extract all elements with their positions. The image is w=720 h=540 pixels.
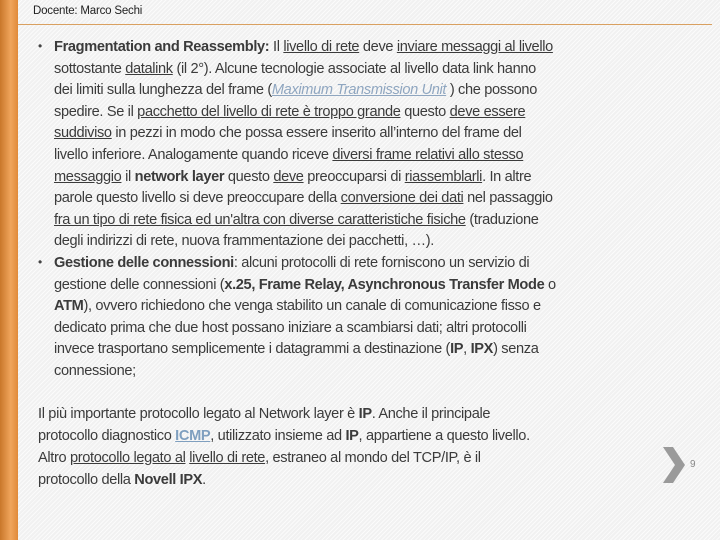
- page-number: 9: [690, 459, 696, 470]
- bullet-text-line: [54, 81, 537, 99]
- underlined-text: inviare messaggi al livello: [396, 39, 553, 55]
- underlined-text: fra un tipo di rete fisica ed un'altra con diverse caratteristiche fisiche: [54, 211, 466, 228]
- text-segment: Altro: [38, 450, 70, 466]
- side-accent-bar: [0, 0, 18, 540]
- text-segment: invece trasportano semplicemente i datagrammi a destinazione (: [54, 341, 451, 358]
- text-segment: : alcuni protocolli di rete forniscono un servizio di: [233, 255, 530, 271]
- underlined-text: deve essere: [449, 103, 526, 120]
- text-segment: in pezzi in modo che possa essere inserito all’interno del frame del: [111, 125, 522, 142]
- text-segment: dedicato prima che due host possano iniziare a scambiarsi dati; altri protocolli: [54, 319, 527, 336]
- hyperlink[interactable]: ICMP: [175, 428, 211, 444]
- header-lecturer: Docente: Marco Sechi: [33, 5, 143, 17]
- underlined-text: livello di rete: [189, 450, 266, 466]
- underlined-text: suddiviso: [54, 125, 112, 142]
- text-segment: .: [202, 472, 206, 488]
- text-segment: ) che possono: [446, 82, 537, 99]
- underlined-text: pacchetto del livello di rete è troppo grande: [137, 103, 401, 120]
- text-segment: livello inferiore. Analogamente quando riceve: [54, 147, 333, 163]
- bullet-text-line: [54, 124, 522, 142]
- bullet-text-line: [54, 254, 529, 272]
- text-segment: Il più importante protocollo legato al Network layer è: [38, 406, 359, 422]
- text-segment: protocollo diagnostico: [38, 428, 176, 444]
- underlined-text: messaggio: [54, 168, 122, 185]
- bullet-text-line: [54, 297, 541, 315]
- bold-text: Novell IPX: [134, 472, 203, 488]
- underlined-text: protocollo legato al: [69, 450, 186, 466]
- text-segment: protocollo della: [38, 472, 135, 488]
- bullet-text-line: [54, 232, 434, 250]
- text-segment: . In altre: [482, 168, 532, 185]
- bold-text: IP: [450, 341, 464, 358]
- bullet-text-line: [54, 276, 556, 294]
- underlined-text: deve: [273, 168, 304, 185]
- text-segment: spedire. Se il: [54, 103, 138, 120]
- next-slide-chevron-icon[interactable]: [663, 447, 685, 483]
- hyperlink[interactable]: Maximum Transmission Unit: [271, 82, 447, 99]
- text-segment: preoccuparsi di: [303, 168, 405, 185]
- bullet-text-line: [54, 103, 525, 121]
- bullet-text-line: [54, 319, 527, 337]
- bullet-text-line: [54, 38, 553, 56]
- bullet-icon: •: [38, 39, 43, 53]
- underlined-text: riassemblarli: [404, 168, 483, 185]
- text-segment: , estraneo al mondo del TCP/IP, è il: [265, 450, 481, 466]
- bold-text: ATM: [54, 298, 84, 315]
- text-segment: degli indirizzi di rete, nuova frammentazione dei pacchetti, …).: [54, 233, 434, 250]
- bold-text: IP: [358, 406, 372, 422]
- text-segment: , utilizzato insieme ad: [210, 428, 346, 444]
- text-segment: il: [121, 168, 135, 185]
- bold-text: network layer: [134, 168, 225, 185]
- text-segment: ,: [463, 341, 471, 358]
- text-segment: questo: [400, 103, 450, 120]
- bullet-text-line: [54, 168, 531, 186]
- bold-text: IPX: [470, 341, 494, 358]
- text-segment: deve: [359, 39, 397, 55]
- bullet-text-line: [54, 340, 538, 358]
- bold-text: Fragmentation and Reassembly:: [54, 39, 270, 55]
- underlined-text: livello di rete: [283, 39, 360, 55]
- text-segment: . Anche il principale: [371, 406, 491, 422]
- text-segment: dei limiti sulla lunghezza del frame (: [54, 82, 272, 99]
- text-segment: ) senza: [493, 341, 539, 358]
- text-segment: o: [544, 276, 556, 293]
- underlined-text: conversione dei dati: [340, 190, 464, 207]
- bullet-text-line: [54, 146, 523, 164]
- text-segment: sottostante: [54, 60, 126, 77]
- paragraph-line: [38, 471, 206, 489]
- bold-text: x.25, Frame Relay, Asynchronous Transfer Mode: [224, 276, 545, 293]
- bullet-text-line: [54, 362, 136, 380]
- bold-text: IP: [345, 428, 359, 444]
- paragraph-line: [38, 449, 481, 467]
- text-segment: gestione delle connessioni (: [54, 276, 225, 293]
- header-divider: [18, 24, 712, 25]
- bullet-text-line: [54, 60, 536, 78]
- underlined-text: diversi frame relativi allo stesso: [332, 147, 524, 163]
- text-segment: (traduzione: [465, 211, 539, 228]
- text-segment: questo: [224, 168, 274, 185]
- bullet-text-line: [54, 211, 539, 229]
- bullet-text-line: [54, 189, 553, 207]
- underlined-text: datalink: [125, 60, 173, 77]
- text-segment: ), ovvero richiedono che venga stabilito un canale di comunicazione fisso e: [83, 298, 541, 315]
- paragraph-line: [38, 427, 530, 445]
- text-segment: parole questo livello si deve preoccupare della: [54, 190, 341, 207]
- bold-text: Gestione delle connessioni: [54, 255, 234, 271]
- text-segment: , appartiene a questo livello.: [358, 428, 530, 444]
- text-segment: nel passaggio: [463, 190, 553, 207]
- text-segment: Il: [269, 39, 284, 55]
- text-segment: (il 2°). Alcune tecnologie associate al livello data link hanno: [172, 60, 536, 77]
- bullet-icon: •: [38, 255, 43, 269]
- paragraph-line: [38, 405, 490, 423]
- text-segment: connessione;: [54, 363, 136, 379]
